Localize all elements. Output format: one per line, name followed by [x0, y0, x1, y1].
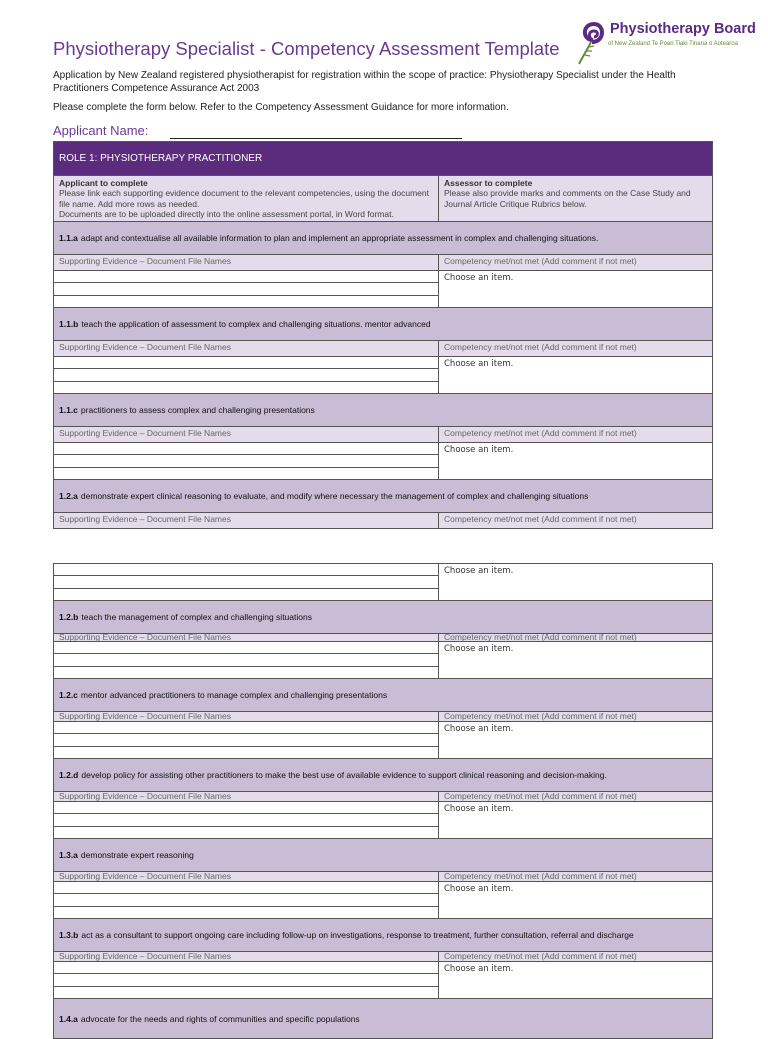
- competency-code: 1.1.a: [59, 233, 78, 243]
- evidence-input[interactable]: [54, 282, 438, 294]
- evidence-input[interactable]: [54, 722, 438, 733]
- competency-label: Competency met/not met (Add comment if not met): [444, 342, 637, 352]
- evidence-input[interactable]: [54, 666, 438, 678]
- evidence-input[interactable]: [54, 733, 438, 745]
- intro-text: Application by New Zealand registered physiotherapist for registration within the scope of practice: Physiotherapy Specialist under the Health Practitioners Competence Assurance Act 2003: [53, 70, 676, 94]
- competency-text: teach the management of complex and challenging situations: [81, 612, 312, 622]
- evidence-input[interactable]: [54, 746, 438, 758]
- assessor-instructions: [439, 176, 712, 221]
- evidence-input[interactable]: [54, 564, 438, 575]
- competency-dropdown[interactable]: Choose an item.: [444, 273, 514, 283]
- instructions-row: [54, 175, 712, 221]
- evidence-input[interactable]: [54, 295, 438, 307]
- competency-row: [54, 307, 712, 340]
- competency-row: [54, 838, 712, 871]
- competency-text: teach the application of assessment to complex and challenging situations. mentor advanced: [81, 319, 431, 329]
- evidence-input[interactable]: [54, 882, 438, 893]
- competency-label: Competency met/not met (Add comment if not met): [444, 428, 637, 438]
- evidence-input[interactable]: [54, 893, 438, 905]
- competency-text: demonstrate expert clinical reasoning to evaluate, and modify where necessary the management of complex and challenging situations: [80, 491, 589, 501]
- evidence-label: Supporting Evidence – Document File Names: [54, 427, 439, 442]
- competency-label: Competency met/not met (Add comment if not met): [444, 871, 637, 881]
- evidence-input[interactable]: [54, 986, 438, 998]
- evidence-label: Supporting Evidence – Document File Names: [54, 872, 439, 881]
- competency-code: 1.2.d: [59, 770, 79, 780]
- evidence-input[interactable]: [54, 368, 438, 380]
- evidence-header-row: [54, 340, 712, 356]
- evidence-input[interactable]: [54, 467, 438, 479]
- competency-dropdown[interactable]: Choose an item.: [444, 964, 514, 974]
- evidence-header-row: [54, 791, 712, 801]
- competency-dropdown[interactable]: Choose an item.: [444, 359, 514, 369]
- evidence-label: Supporting Evidence – Document File Names: [54, 712, 439, 721]
- competency-code: 1.2.b: [59, 612, 79, 622]
- competency-row: [54, 600, 712, 633]
- competency-table-page1: [53, 141, 713, 529]
- competency-dropdown[interactable]: Choose an item.: [444, 724, 514, 734]
- evidence-input[interactable]: [54, 962, 438, 973]
- competency-text: mentor advanced practitioners to manage complex and challenging presentations: [80, 690, 388, 700]
- fern-logo-icon: [578, 20, 608, 66]
- competency-label: Competency met/not met (Add comment if not met): [444, 951, 637, 961]
- evidence-block: [54, 564, 712, 600]
- evidence-block: [54, 961, 712, 998]
- evidence-label: Supporting Evidence – Document File Names: [54, 792, 439, 801]
- evidence-block: [54, 442, 712, 479]
- competency-label: Competency met/not met (Add comment if not met): [444, 632, 637, 642]
- evidence-input[interactable]: [54, 454, 438, 466]
- evidence-input[interactable]: [54, 973, 438, 985]
- competency-text: act as a consultant to support ongoing care including follow-up on investigations, response to treatment, further consultation, referral and discharge: [81, 930, 634, 940]
- logo-subtitle: of New Zealand Te Poari Tiaki Tinana o Aotearoa: [608, 41, 738, 47]
- competency-table-page2: [53, 563, 713, 1039]
- applicant-head: Applicant to complete: [59, 178, 148, 188]
- applicant-text2: Documents are to be uploaded directly into the online assessment portal, in Word format.: [59, 209, 394, 220]
- logo-title: Physiotherapy Board: [610, 21, 756, 37]
- evidence-label: Supporting Evidence – Document File Names: [54, 634, 439, 641]
- evidence-header-row: [54, 871, 712, 881]
- competency-row: [54, 758, 712, 791]
- competency-code: 1.4.a: [59, 1013, 78, 1024]
- evidence-block: [54, 721, 712, 758]
- evidence-header-row: [54, 254, 712, 270]
- competency-row: [54, 221, 712, 254]
- competency-text: adapt and contextualise all available information to plan and implement an appropriate assessment in complex and challenging situations.: [80, 233, 599, 243]
- instruction-text: Please complete the form below. Refer to the Competency Assessment Guidance for more information.: [53, 102, 509, 113]
- competency-text: demonstrate expert reasoning: [80, 850, 194, 860]
- evidence-input[interactable]: [54, 575, 438, 587]
- evidence-input[interactable]: [54, 271, 438, 282]
- competency-dropdown[interactable]: Choose an item.: [444, 566, 514, 576]
- competency-row: [54, 998, 712, 1038]
- competency-row: [54, 678, 712, 711]
- applicant-text: Please link each supporting evidence document to the relevant competencies, using the document file name. Add more rows as needed.: [59, 188, 429, 209]
- competency-row: [54, 918, 712, 951]
- assessor-head: Assessor to complete: [444, 178, 533, 188]
- competency-label: Competency met/not met (Add comment if not met): [444, 711, 637, 721]
- evidence-input[interactable]: [54, 443, 438, 454]
- competency-code: 1.3.a: [59, 850, 78, 860]
- applicant-name-label: Applicant Name:: [53, 123, 149, 138]
- page-title: Physiotherapy Specialist - Competency Assessment Template: [53, 38, 560, 59]
- evidence-input[interactable]: [54, 826, 438, 838]
- competency-code: 1.2.c: [59, 690, 78, 700]
- competency-label: Competency met/not met (Add comment if not met): [444, 791, 637, 801]
- competency-code: 1.1.b: [59, 319, 79, 329]
- competency-code: 1.3.b: [59, 930, 79, 940]
- competency-dropdown[interactable]: Choose an item.: [444, 884, 514, 894]
- competency-row: [54, 393, 712, 426]
- evidence-input[interactable]: [54, 813, 438, 825]
- competency-dropdown[interactable]: Choose an item.: [444, 804, 514, 814]
- evidence-input[interactable]: [54, 357, 438, 368]
- competency-text: develop policy for assisting other practitioners to make the best use of available evidence to support clinical reasoning and decision-making.: [81, 770, 607, 780]
- evidence-header-row: [54, 951, 712, 961]
- assessor-text: Please also provide marks and comments on the Case Study and Journal Article Critique Rubrics below.: [444, 188, 691, 209]
- evidence-block: [54, 270, 712, 307]
- competency-text: practitioners to assess complex and challenging presentations: [80, 405, 315, 415]
- competency-label: Competency met/not met (Add comment if not met): [444, 256, 637, 266]
- evidence-label: Supporting Evidence – Document File Names: [54, 513, 439, 528]
- evidence-header-row: [54, 633, 712, 641]
- competency-dropdown[interactable]: Choose an item.: [444, 445, 514, 455]
- evidence-input[interactable]: [54, 642, 438, 653]
- evidence-block: [54, 356, 712, 393]
- role-header: ROLE 1: PHYSIOTHERAPY PRACTITIONER: [54, 142, 712, 175]
- competency-row: [54, 479, 712, 512]
- evidence-input[interactable]: [54, 381, 438, 393]
- applicant-instructions: [54, 176, 439, 221]
- evidence-input[interactable]: [54, 906, 438, 918]
- evidence-header-row: [54, 512, 712, 528]
- competency-text: advocate for the needs and rights of communities and specific populations: [80, 1013, 360, 1024]
- evidence-input[interactable]: [54, 653, 438, 665]
- competency-dropdown[interactable]: Choose an item.: [444, 644, 514, 654]
- competency-label: Competency met/not met (Add comment if not met): [444, 514, 637, 524]
- evidence-label: Supporting Evidence – Document File Names: [54, 255, 439, 270]
- evidence-label: Supporting Evidence – Document File Names: [54, 341, 439, 356]
- board-logo: [578, 20, 760, 70]
- evidence-block: [54, 881, 712, 918]
- applicant-name-field[interactable]: [170, 138, 462, 139]
- evidence-input[interactable]: [54, 588, 438, 600]
- evidence-label: Supporting Evidence – Document File Names: [54, 952, 439, 961]
- evidence-input[interactable]: [54, 802, 438, 813]
- evidence-block: [54, 641, 712, 678]
- evidence-header-row: [54, 426, 712, 442]
- evidence-header-row: [54, 711, 712, 721]
- evidence-block: [54, 801, 712, 838]
- competency-code: 1.1.c: [59, 405, 78, 415]
- competency-code: 1.2.a: [59, 491, 78, 501]
